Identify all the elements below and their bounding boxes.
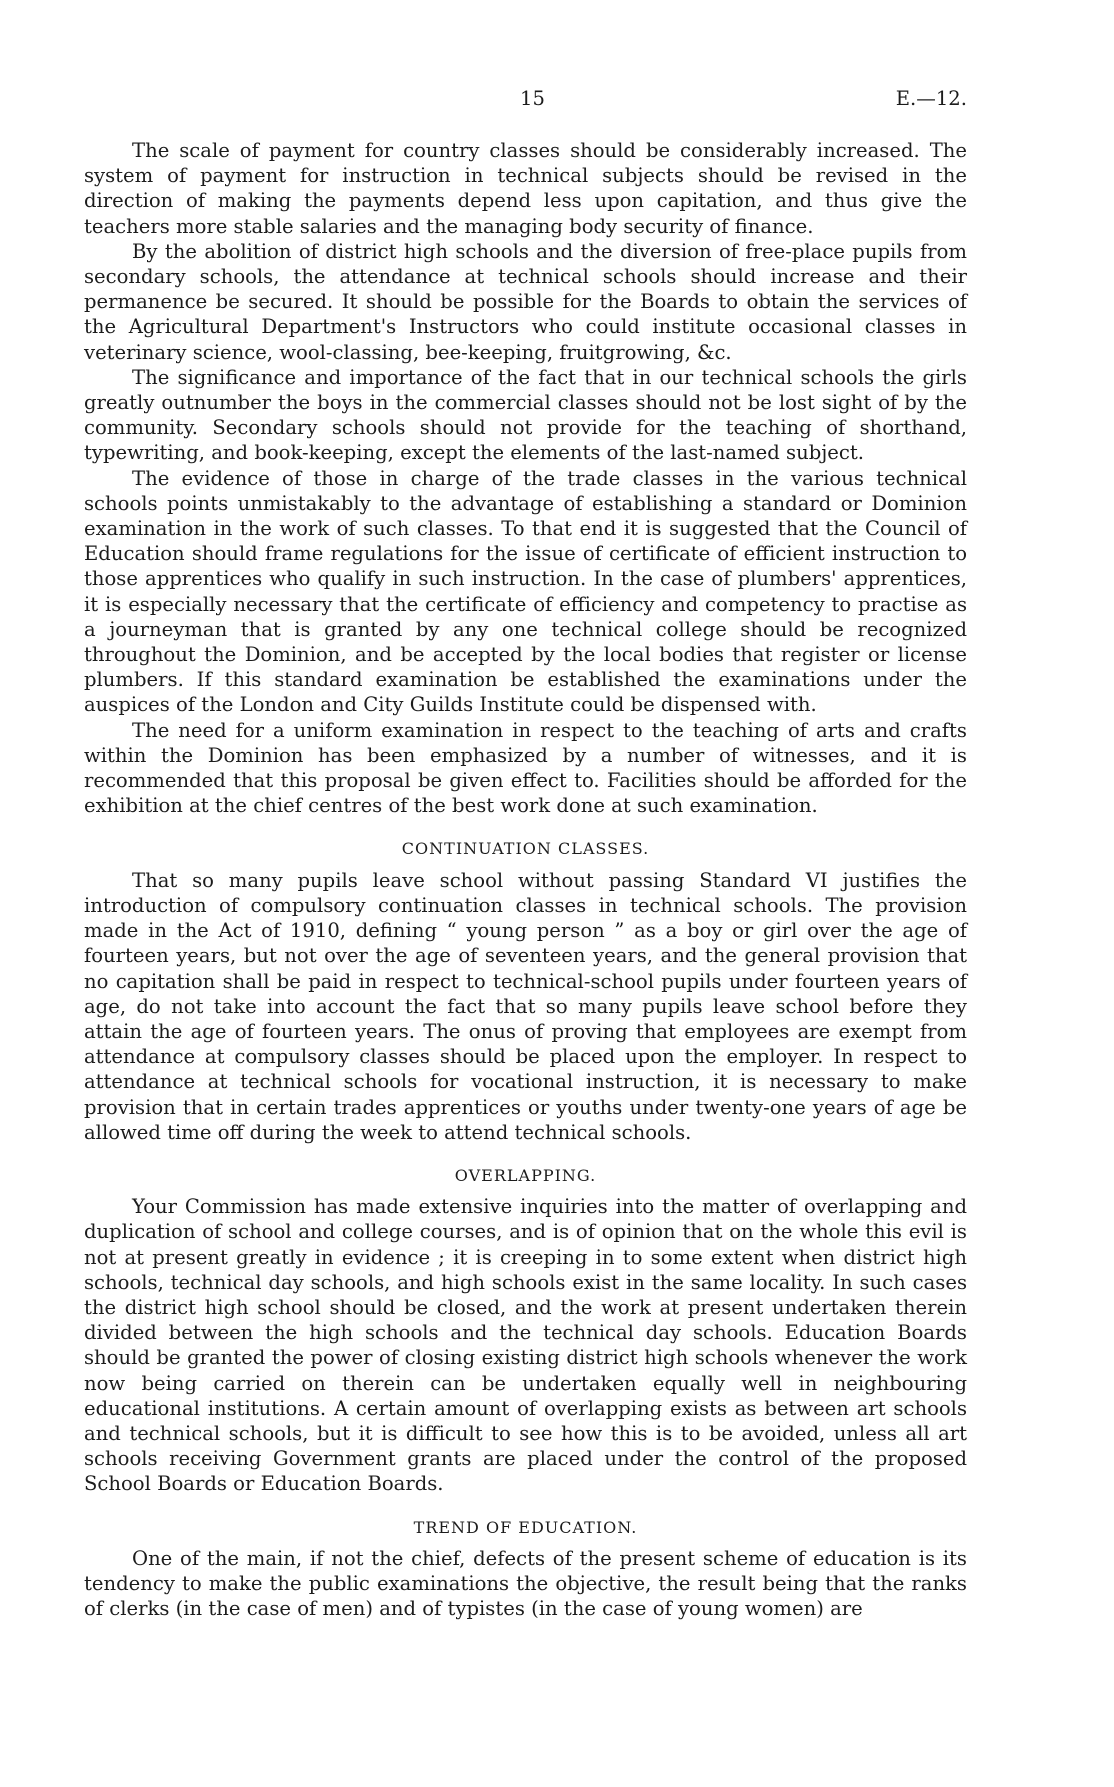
page-number: 15 [520, 87, 545, 110]
section-heading-overlapping: OVERLAPPING. [454, 1165, 597, 1185]
document-reference: E.—12. [895, 87, 967, 110]
section-heading-continuation-classes: CONTINUATION CLASSES. [401, 839, 650, 859]
paragraph-overlapping: Your Commission has made extensive inquiries into the matter of overlapping and duplication of school and college courses, and is of opinion that on the whole this evil is not at present greatly in evidence ; it is creeping in to some extent when district high schools, technical day schools, and high schools exist in the same locality. In such cases the district high school should be closed, and the work at present undertaken therein divided between the high schools and the technical day schools. Education Boards should be granted the power of closing existing district high schools whenever the work now being carried on therein can be undertaken equally well in neighbouring educational institutions. A certain amount of overlapping exists as between art schools and technical schools, but it is difficult to see how this is to be avoided, unless all art schools receiving Government grants are placed under the control of the proposed School Boards or Education Boards. [84, 1195, 967, 1496]
paragraph-continuation-classes: That so many pupils leave school without passing Standard VI justifies the introduction of compulsory continuation classes in technical schools. The provision made in the Act of 1910, defining “ young person ” as a boy or girl over the age of fourteen years, but not over the age of seventeen years, and the general provision that no capitation shall be paid in respect to technical-school pupils under fourteen years of age, do not take into account the fact that so many pupils leave school before they attain the age of fourteen years. The onus of proving that employees are exempt from attendance at compulsory classes should be placed upon the employer. In respect to attendance at technical schools for vocational instruction, it is necessary to make provision that in certain trades apprentices or youths under twenty-one years of age be allowed time off during the week to attend technical schools. [84, 868, 967, 1144]
paragraph-district-high-schools: By the abolition of district high schools and the diversion of free-place pupils from secondary schools, the attendance at technical schools should increase and their permanence be secured. It should be possible for the Boards to obtain the services of the Agricultural Department's Instructors who could institute occasional classes in veterinary science, wool-classing, bee-keeping, fruitgrowing, &c. [84, 239, 967, 364]
paragraph-payment-scale: The scale of payment for country classes should be considerably increased. The system of payment for instruction in technical subjects should be revised in the direction of making the payments depend less upon capitation, and thus give the teachers more stable salaries and the managing body security of finance. [84, 139, 967, 238]
paragraph-trend-of-education: One of the main, if not the chief, defects of the present scheme of education is its tendency to make the public examinations the objective, the result being that the ranks of clerks (in the case of men) and of typistes (in the case of young women) are [84, 1546, 967, 1621]
page-body [84, 138, 967, 1621]
page-header [84, 86, 967, 112]
section-heading-trend-of-education: TREND OF EDUCATION. [413, 1517, 638, 1537]
paragraph-commercial-classes: The significance and importance of the fact that in our technical schools the girls greatly outnumber the boys in the commercial classes should not be lost sight of by the community. Secondary schools should not provide for the teaching of shorthand, typewriting, and book-keeping, except the elements of the last-named subject. [84, 365, 967, 465]
paragraph-arts-crafts: The need for a uniform examination in respect to the teaching of arts and crafts within the Dominion has been emphasized by a number of witnesses, and it is recommended that this proposal be given effect to. Facilities should be afforded for the exhibition at the chief centres of the best work done at such examination. [84, 718, 967, 818]
paragraph-trade-examination: The evidence of those in charge of the trade classes in the various technical schools points unmistakably to the advantage of establishing a standard or Dominion examination in the work of such classes. To that end it is suggested that the Council of Education should frame regulations for the issue of certificate of efficient instruction to those apprentices who qualify in such instruction. In the case of plumbers' apprentices, it is especially necessary that the certificate of efficiency and competency to practise as a journeyman that is granted by any one technical college should be recognized throughout the Dominion, and be accepted by the local bodies that register or license plumbers. If this standard examination be established the examinations under the auspices of the London and City Guilds Institute could be dispensed with. [84, 466, 967, 717]
